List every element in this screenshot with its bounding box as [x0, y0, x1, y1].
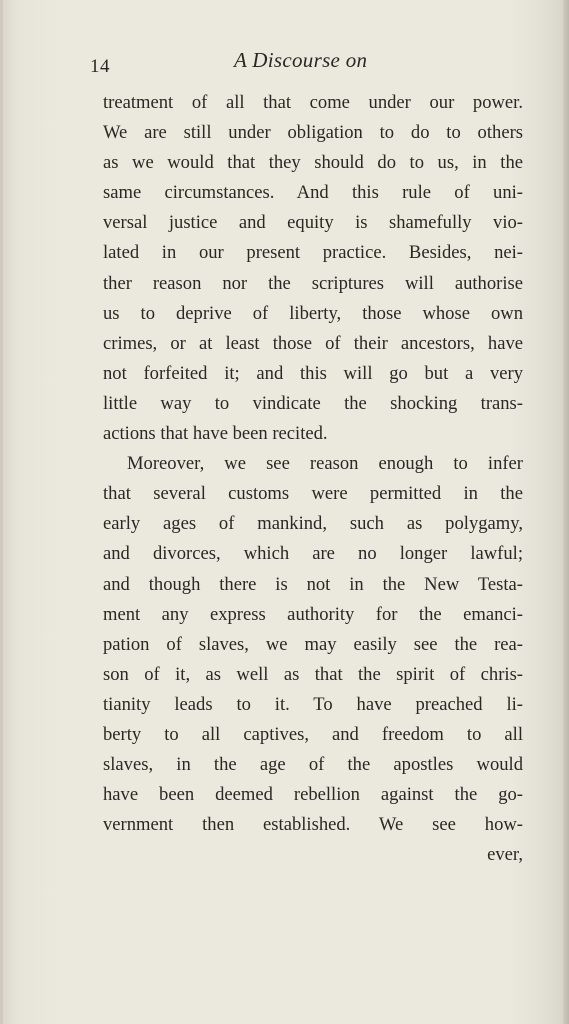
text-line: same circumstances. And this rule of uni- — [103, 182, 523, 204]
text-line: We are still under obligation to do to others — [103, 122, 523, 144]
paragraph-start-line: Moreover, we see reason enough to infer — [127, 453, 523, 475]
text-line: tianity leads to it. To have preached li- — [103, 693, 523, 715]
paragraph-end-line: actions that have been recited. — [103, 423, 328, 445]
text-line: son of it, as well as that the spirit of chris- — [103, 663, 523, 685]
text-line: have been deemed rebellion against the go- — [103, 784, 523, 806]
text-line: pation of slaves, we may easily see the rea- — [103, 633, 523, 655]
body-text — [103, 88, 523, 870]
text-line: crimes, or at least those of their ancestors, have — [103, 332, 523, 354]
text-line: lated in our present practice. Besides, nei- — [103, 242, 523, 264]
text-line: early ages of mankind, such as polygamy, — [103, 513, 523, 535]
page-left-edge — [0, 0, 3, 1024]
text-line: vernment then established. We see how- — [103, 814, 523, 836]
text-line: that several customs were permitted in the — [103, 483, 523, 505]
page-number: 14 — [90, 56, 110, 77]
text-line: not forfeited it; and this will go but a very — [103, 362, 523, 384]
text-line: berty to all captives, and freedom to all — [103, 723, 523, 745]
text-line: versal justice and equity is shamefully vio- — [103, 212, 523, 234]
catchword: ever, — [487, 844, 523, 866]
running-title: A Discourse on — [234, 48, 368, 72]
text-line: as we would that they should do to us, in the — [103, 152, 523, 174]
text-line: and though there is not in the New Testa- — [103, 573, 523, 595]
page-header — [88, 46, 528, 76]
text-line: us to deprive of liberty, those whose own — [103, 302, 523, 324]
text-line: and divorces, which are no longer lawful; — [103, 543, 523, 565]
text-line: slaves, in the age of the apostles would — [103, 754, 523, 776]
text-line: ther reason nor the scriptures will authorise — [103, 272, 523, 294]
page-right-edge — [563, 0, 569, 1024]
text-line: treatment of all that come under our power. — [103, 92, 523, 113]
text-line: ment any express authority for the emanci- — [103, 603, 523, 625]
text-line: little way to vindicate the shocking trans- — [103, 392, 523, 414]
